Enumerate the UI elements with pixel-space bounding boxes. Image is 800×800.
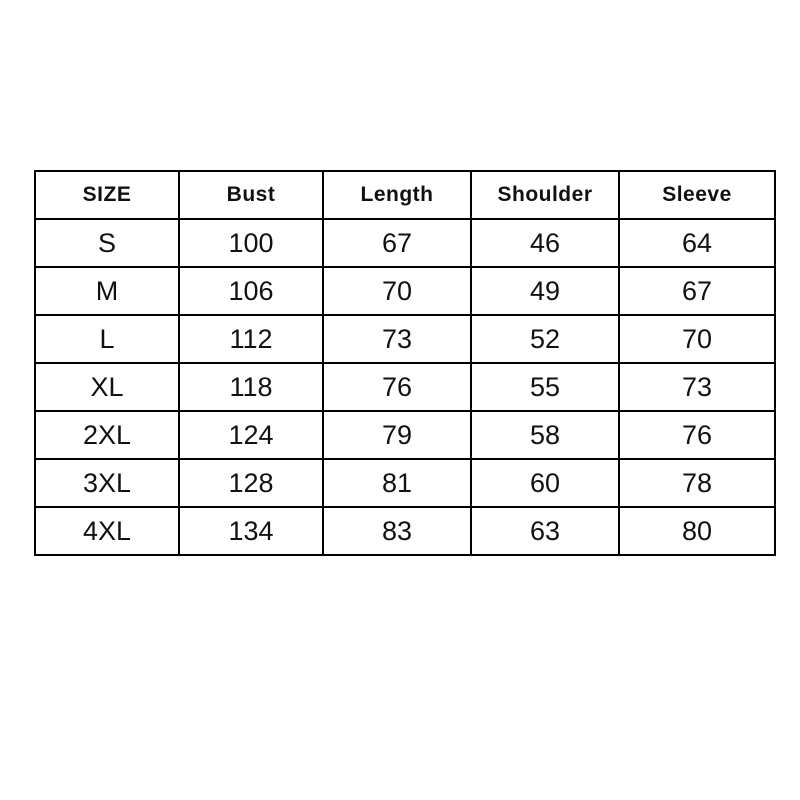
cell-bust: 134 xyxy=(179,507,323,555)
cell-size: XL xyxy=(35,363,179,411)
cell-bust: 118 xyxy=(179,363,323,411)
size-chart-table xyxy=(34,170,776,556)
column-header-sleeve: Sleeve xyxy=(619,171,775,219)
cell-bust: 124 xyxy=(179,411,323,459)
cell-sleeve: 80 xyxy=(619,507,775,555)
cell-sleeve: 70 xyxy=(619,315,775,363)
cell-size: S xyxy=(35,219,179,267)
table-header xyxy=(35,171,775,219)
cell-length: 73 xyxy=(323,315,471,363)
column-header-size: SIZE xyxy=(35,171,179,219)
column-header-bust: Bust xyxy=(179,171,323,219)
cell-sleeve: 78 xyxy=(619,459,775,507)
cell-sleeve: 76 xyxy=(619,411,775,459)
cell-length: 76 xyxy=(323,363,471,411)
cell-length: 83 xyxy=(323,507,471,555)
table-row xyxy=(35,267,775,315)
table-row xyxy=(35,459,775,507)
table-row xyxy=(35,507,775,555)
cell-sleeve: 67 xyxy=(619,267,775,315)
cell-length: 67 xyxy=(323,219,471,267)
cell-bust: 106 xyxy=(179,267,323,315)
cell-sleeve: 64 xyxy=(619,219,775,267)
cell-length: 79 xyxy=(323,411,471,459)
cell-bust: 128 xyxy=(179,459,323,507)
cell-size: 2XL xyxy=(35,411,179,459)
table-row xyxy=(35,315,775,363)
cell-size: L xyxy=(35,315,179,363)
column-header-shoulder: Shoulder xyxy=(471,171,619,219)
table-row xyxy=(35,363,775,411)
cell-sleeve: 73 xyxy=(619,363,775,411)
table-row xyxy=(35,219,775,267)
cell-size: 3XL xyxy=(35,459,179,507)
cell-shoulder: 46 xyxy=(471,219,619,267)
cell-shoulder: 58 xyxy=(471,411,619,459)
cell-shoulder: 63 xyxy=(471,507,619,555)
header-row xyxy=(35,171,775,219)
cell-length: 70 xyxy=(323,267,471,315)
cell-bust: 112 xyxy=(179,315,323,363)
size-chart-container xyxy=(34,170,774,556)
cell-shoulder: 52 xyxy=(471,315,619,363)
cell-shoulder: 49 xyxy=(471,267,619,315)
cell-shoulder: 55 xyxy=(471,363,619,411)
cell-bust: 100 xyxy=(179,219,323,267)
table-body xyxy=(35,219,775,555)
cell-size: M xyxy=(35,267,179,315)
cell-size: 4XL xyxy=(35,507,179,555)
table-row xyxy=(35,411,775,459)
column-header-length: Length xyxy=(323,171,471,219)
cell-length: 81 xyxy=(323,459,471,507)
cell-shoulder: 60 xyxy=(471,459,619,507)
